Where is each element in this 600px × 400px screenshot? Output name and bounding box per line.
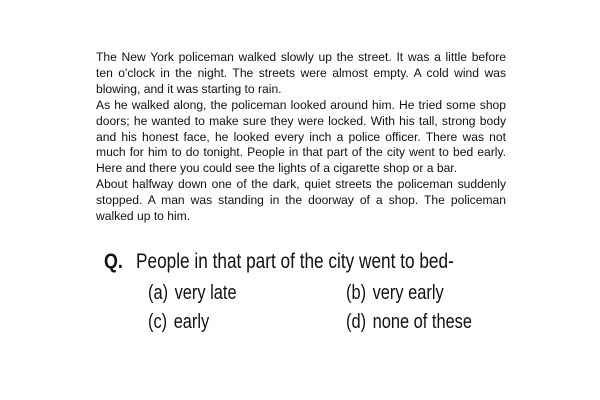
option-a-text: very late <box>174 282 237 304</box>
passage-paragraph-2: As he walked along, the policeman looked around him. He tried some shop doors; he wanted to make sure they were locked. With his tall, strong body and his honest face, he looked every inch a police officer. There was not much for him to do tonight. People in that part of the city went to bed early. Here and there you could see the lights of a cigarette shop or a bar. <box>96 97 506 176</box>
reading-passage <box>96 50 506 225</box>
question-row <box>104 250 524 280</box>
option-b-key: (b) <box>346 282 367 304</box>
question-label: Q. <box>104 250 123 273</box>
option-b <box>346 280 510 307</box>
option-a <box>148 280 310 307</box>
passage-paragraph-3: About halfway down one of the dark, quiet streets the policeman suddenly stopped. A man was standing in the doorway of a shop. The policeman walked up to him. <box>96 177 506 224</box>
option-b-text: very early <box>372 282 444 304</box>
passage-paragraph-1: The New York policeman walked slowly up the street. It was a little before ten o'clock in the night. The streets were almost empty. A cold wind was blowing, and it was starting to rain. <box>96 50 506 96</box>
option-d <box>346 309 510 336</box>
option-c-text: early <box>173 311 210 333</box>
question-text: People in that part of the city went to bed- <box>136 250 455 273</box>
option-d-text: none of these <box>372 311 473 333</box>
question-block <box>104 250 524 336</box>
option-a-key: (a) <box>148 282 169 304</box>
option-c-key: (c) <box>148 311 168 333</box>
option-c <box>148 309 310 336</box>
answer-options <box>148 280 524 336</box>
option-d-key: (d) <box>346 311 367 333</box>
